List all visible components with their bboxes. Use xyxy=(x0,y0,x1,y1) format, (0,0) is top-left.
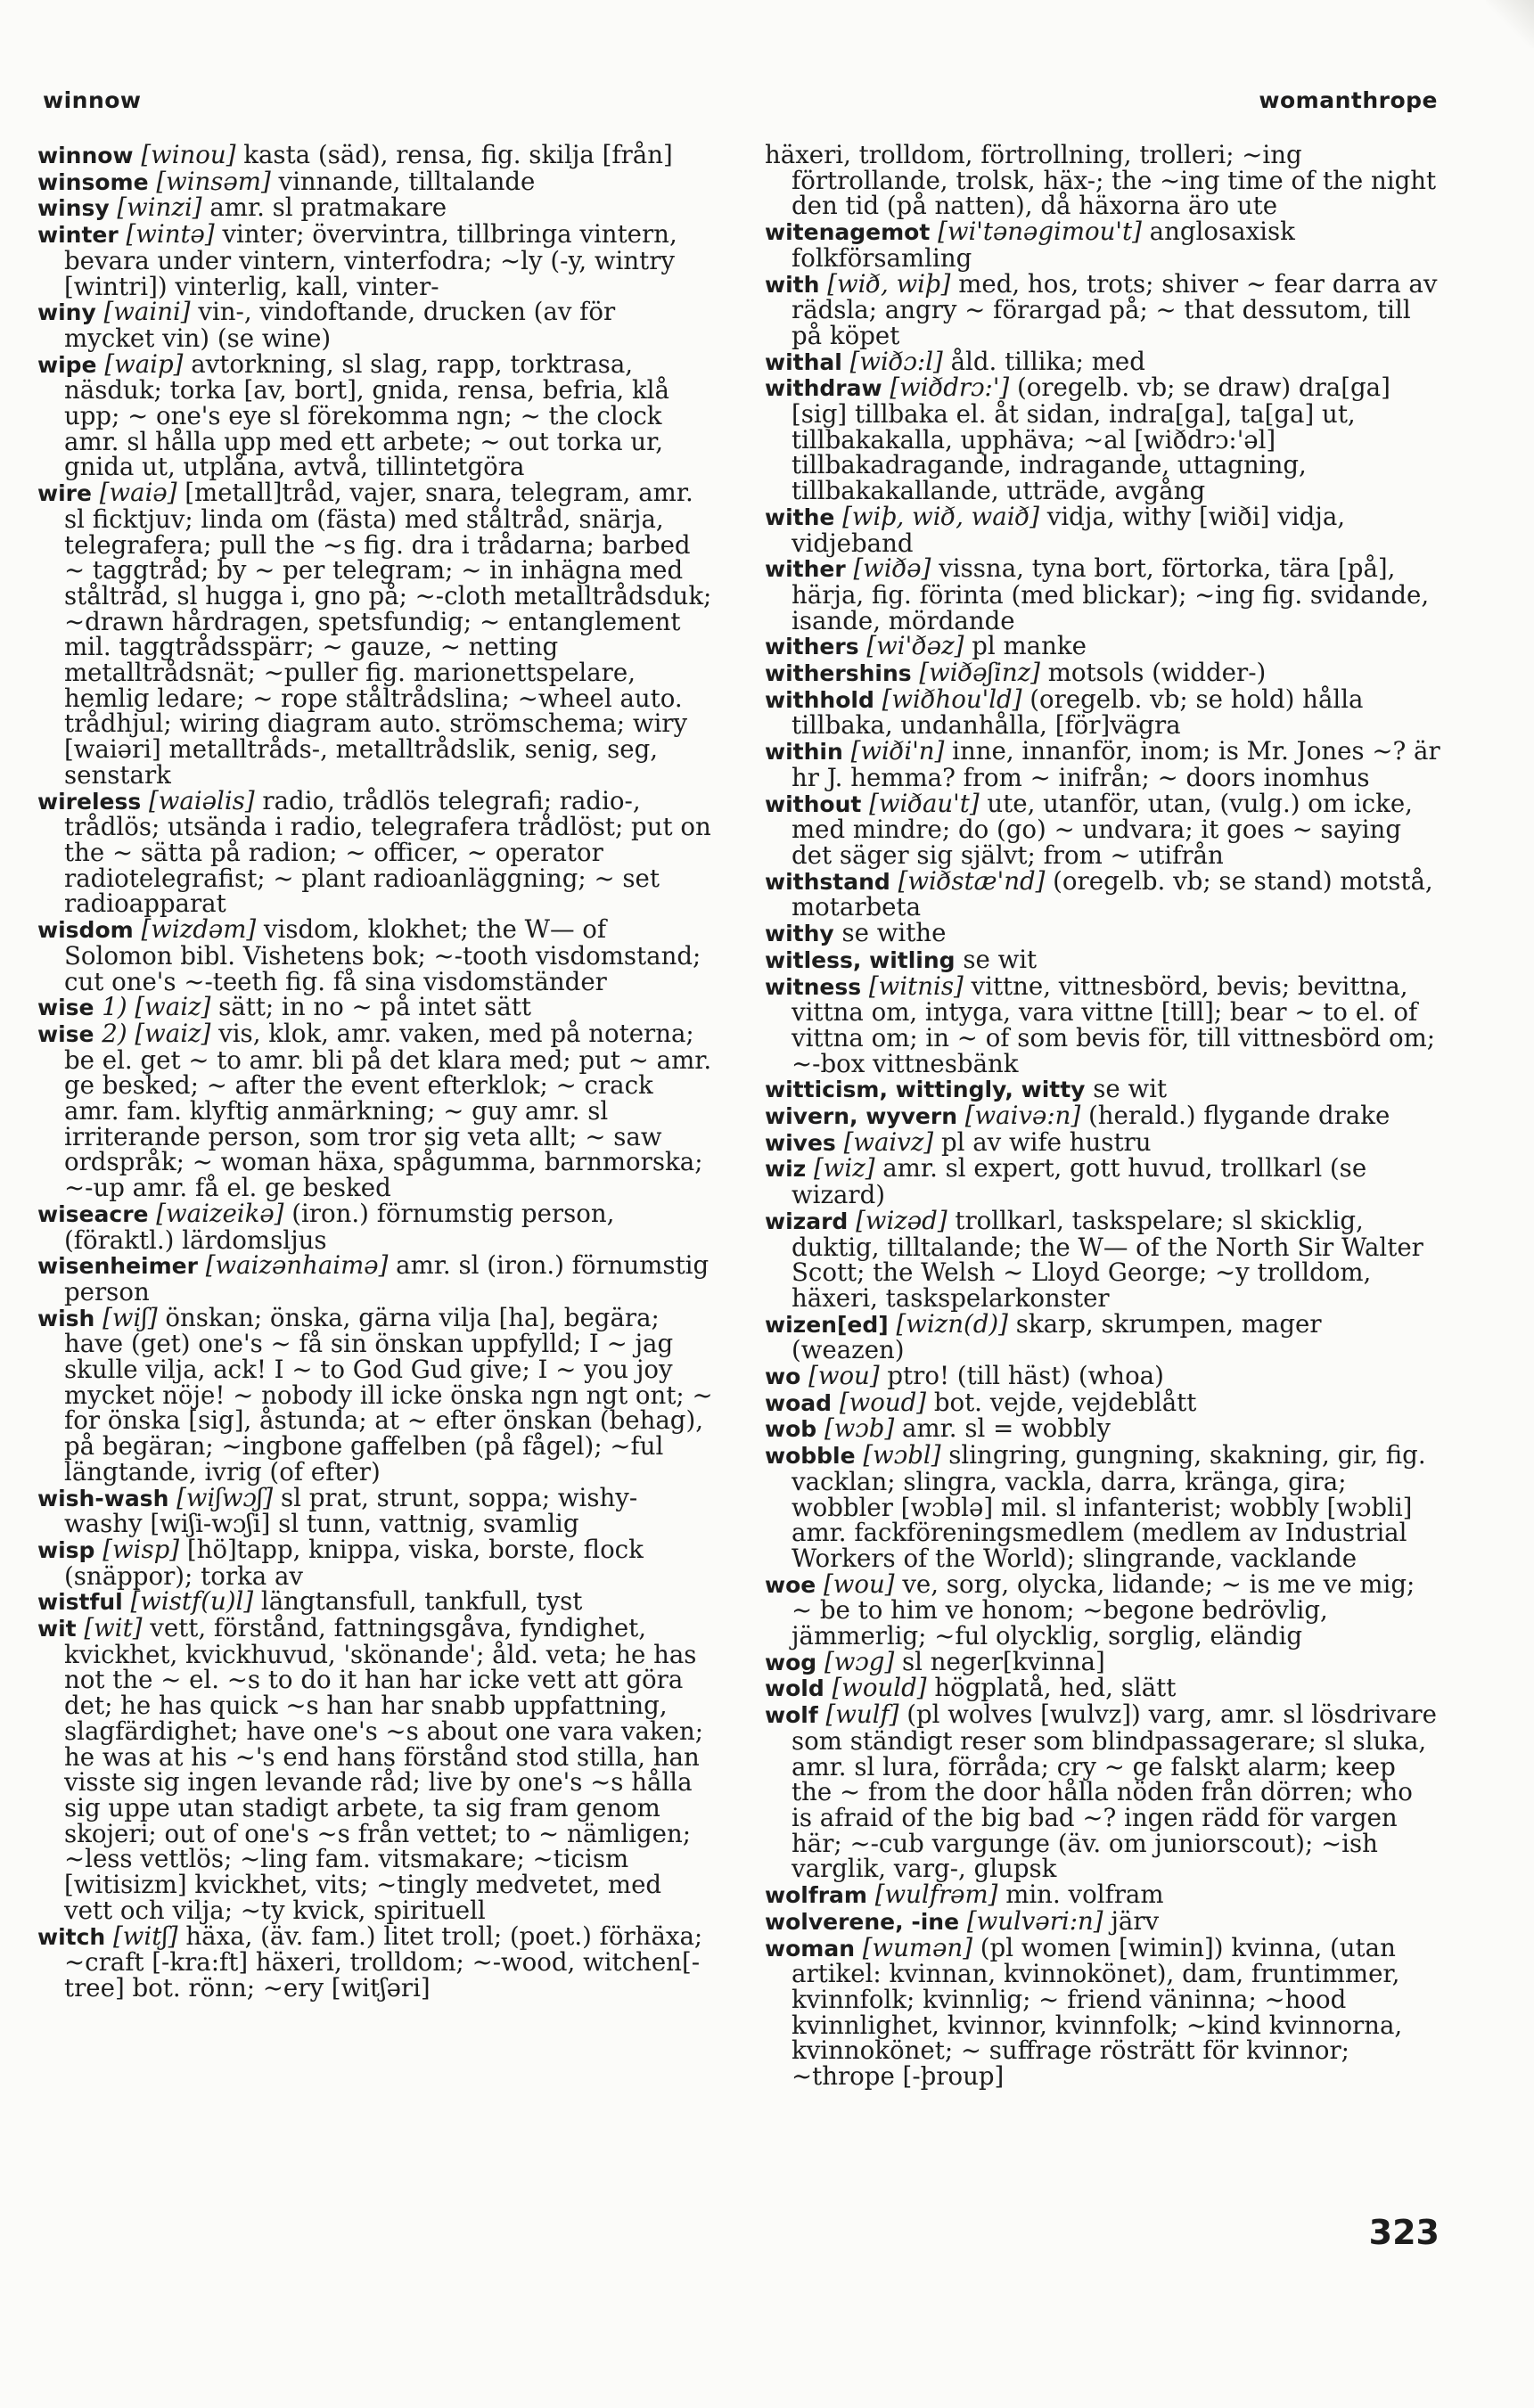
entry-headword: wolverene, -ine xyxy=(765,1908,960,1935)
entry-pronunciation: [wið, wiþ] xyxy=(827,268,951,299)
entry-definition: pl av wife hustru xyxy=(940,1126,1152,1157)
dictionary-entry xyxy=(765,219,1440,271)
entry-headword: winy xyxy=(37,299,96,326)
dictionary-entry xyxy=(765,1440,1440,1573)
dictionary-entry xyxy=(765,1905,1440,1936)
entry-headword: witenagemot xyxy=(765,219,931,246)
entry-headword: withdraw xyxy=(765,375,882,402)
entry-headword: wives xyxy=(765,1129,836,1156)
entry-pronunciation: [wiʃwɔʃ] xyxy=(176,1482,274,1512)
entry-headword: wold xyxy=(765,1675,824,1702)
entry-pronunciation: [wiþ, wið, waið] xyxy=(842,501,1039,531)
entry-definition: pl manke xyxy=(972,631,1087,661)
entry-headword: wipe xyxy=(37,351,97,378)
entry-pronunciation: [wizdəm] xyxy=(141,914,257,945)
dictionary-entry xyxy=(765,346,1440,376)
entry-pronunciation: [witʃ] xyxy=(113,1921,178,1951)
entry-definition: anglosaxisk folkförsamling xyxy=(792,217,1295,273)
entry-pronunciation: [woud] xyxy=(839,1387,927,1417)
dictionary-entry xyxy=(765,684,1440,741)
entry-headword: withal xyxy=(765,348,842,375)
entry-pronunciation: [wit] xyxy=(84,1613,143,1643)
dictionary-entry xyxy=(37,192,713,223)
entry-definition: vis, klok, amr. vaken, med på noterna; be el. get ~ to amr. bli på det klara med; put ~ amr. ge besked; ~ after the event efterklok; ~ crack amr. fam. klyftig anmärkning; ~ guy amr. sl irriterande person, som tror sig veta allt; ~ saw ordspråk; ~ woman häxa, spågumma, barnmorska; ~-up amr. få el. ge besked xyxy=(64,1018,712,1203)
entry-headword: wivern, wyvern xyxy=(765,1103,958,1130)
entry-pronunciation: [waiə] xyxy=(99,478,177,508)
entry-pronunciation: [would] xyxy=(832,1673,927,1703)
entry-definition: radio, trådlös telegrafi; radio-, trådlös; utsända i radio, telegrafera trådlöst; put on the ~ sätta på radion; ~ officer, ~ operator radiotelegrafist; ~ plant radioanläggning; ~ set radioapparat xyxy=(64,785,711,919)
entry-headword: withy xyxy=(765,921,834,947)
entry-headword: wisp xyxy=(37,1536,95,1563)
entry-definition: amr. sl expert, gott huvud, trollkarl (se wizard) xyxy=(792,1153,1367,1210)
dictionary-entry xyxy=(37,219,713,301)
entry-pronunciation: [wintə] xyxy=(126,219,215,250)
entry-headword: woe xyxy=(765,1571,816,1598)
entry-definition: visdom, klokhet; the W— of Solomon bibl. Vishetens bok; ~-tooth visdomstand; cut one's ~-teeth fig. få sina visdomständer xyxy=(64,914,701,996)
dictionary-entry xyxy=(765,501,1440,558)
dictionary-entry xyxy=(765,140,1440,221)
entry-definition: vissna, tyna bort, förtorka, tära [på], härja, fig. förinta (med blickar); ~ing fig. svidande, isande, mördande xyxy=(792,553,1430,635)
entry-definition: sätt; in no ~ på intet sätt xyxy=(218,992,531,1022)
entry-pronunciation: [wisp] xyxy=(103,1534,180,1564)
dictionary-entry xyxy=(765,375,1440,504)
dictionary-entry xyxy=(765,1361,1440,1391)
entry-headword: wiseacre xyxy=(37,1200,149,1227)
entry-pronunciation: [wiði'n] xyxy=(850,736,945,766)
entry-headword: with xyxy=(765,271,820,298)
dictionary-entry xyxy=(765,1103,1440,1130)
entry-pronunciation: [wiðau't] xyxy=(869,788,980,818)
entry-headword: wolfram xyxy=(765,1882,867,1909)
entry-pronunciation: [waivə:n] xyxy=(964,1101,1081,1131)
entry-definition: kasta (säd), rensa, fig. skilja [från] xyxy=(243,140,673,169)
dictionary-entry xyxy=(37,785,713,919)
entry-pronunciation: [winzi] xyxy=(117,192,202,223)
entry-definition: amr. sl = wobbly xyxy=(902,1413,1111,1444)
left-column xyxy=(37,140,713,2003)
entry-definition: häxa, (äv. fam.) litet troll; (poet.) förhäxa; ~craft [-kra:ft] häxeri, trolldom; ~-wood, witchen[-tree] bot. rönn; ~ery [witʃəri] xyxy=(64,1921,703,2003)
entry-definition: ve, sorg, olycka, lidande; ~ is me ve mig; ~ be to him ve honom; ~begone bedrövlig, jämmerlig; ~ful olycklig, sorglig, eländig xyxy=(792,1568,1415,1651)
entry-headword: wobble xyxy=(765,1443,856,1470)
entry-definition: avtorkning, sl slag, rapp, torktrasa, näsduk; torka [av, bort], gnida, rensa, befria, klå upp; ~ one's eye sl förekomma ngn; ~ the clock amr. sl hålla upp med ett arbete; ~ out torka ur, gnida ut, utplåna, avtvå, tillintetgöra xyxy=(64,348,669,482)
running-head-right: womanthrope xyxy=(1259,87,1438,113)
dictionary-entry xyxy=(37,140,713,169)
dictionary-entry xyxy=(765,1675,1440,1702)
entry-headword: woad xyxy=(765,1389,833,1416)
entry-definition: vittne, vittnesbörd, bevis; bevittna, vittna om, intyga, vara vittne [till]; bear ~ to el. of vittna om; in ~ of som bevis för, till vittnesbörd om; ~-box vittnesbänk xyxy=(792,971,1436,1078)
entry-pronunciation: [waini] xyxy=(103,297,191,327)
entry-definition: (herald.) flygande drake xyxy=(1088,1101,1390,1131)
entry-definition: (oregelb. vb; se draw) dra[ga] [sig] tillbaka el. åt sidan, indra[ga], ta[ga] ut, tillbakakalla, upphäva; ~al [wiðdrɔ:'əl] tillbakadragande, indragande, uttagning, tillbakakallande, utträde, avgång xyxy=(792,373,1390,506)
dictionary-entry xyxy=(37,1302,713,1487)
entry-pronunciation: [wizn(d)] xyxy=(896,1308,1008,1339)
dictionary-entry xyxy=(765,1205,1440,1313)
entry-headword: wizard xyxy=(765,1208,849,1234)
dictionary-entry xyxy=(37,299,713,351)
entry-pronunciation: [wiðdrɔ:'] xyxy=(890,373,1010,403)
entry-definition: [metall]tråd, vajer, snara, telegram, amr. sl ficktjuv; linda om (fästa) med ståltråd, snärja, telegrafera; pull the ~s fig. dra i trådarna; barbed ~ taggtråd; by ~ per telegram; ~ in inhägna med ståltråd, sl hugga i, gno på; ~-cloth metalltrådsduk; ~drawn hårdragen, spetsfundig; ~ entanglement mil. taggtrådsspärr; ~ gauze, ~ netting metalltrådsnät; ~puller fig. marionettspelare, hemlig ledare; ~ rope ståltrådslina; ~wheel auto. trådhjul; wiring diagram auto. strömschema; wiry [waiəri] metalltråds-, metalltrådslik, senig, seg, senstark xyxy=(64,478,712,790)
dictionary-entry xyxy=(37,348,713,482)
entry-pronunciation: [waizeikə] xyxy=(156,1198,284,1228)
entry-pronunciation: [winou] xyxy=(141,140,236,169)
entry-pronunciation: [wizəd] xyxy=(856,1205,947,1235)
entry-definition: (pl wolves [wulvz]) varg, amr. sl lösdrivare som ständigt reser som blindpassagerare; sl sluka, amr. sl lura, förråda; cry ~ ge falskt alarm; keep the ~ from the door hålla nöden från dörren; who is afraid of the big bad ~? ingen rädd för vargen här; ~-cub vargunge (äv. om juniorscout); ~ish varglik, varg-, glupsk xyxy=(792,1700,1437,1884)
entry-definition: se wit xyxy=(1093,1074,1168,1104)
entry-headword: witticism, wittingly, witty xyxy=(765,1077,1086,1103)
entry-definition: (oregelb. vb; se stand) motstå, motarbeta xyxy=(792,865,1433,922)
entry-pronunciation: [waip] xyxy=(104,348,184,379)
entry-definition: se withe xyxy=(841,918,947,948)
entry-headword: wistful xyxy=(37,1589,123,1616)
entry-pronunciation: [wou] xyxy=(824,1568,895,1599)
entry-definition: ptro! (till häst) (whoa) xyxy=(887,1361,1164,1391)
dictionary-entry xyxy=(765,1646,1440,1676)
dictionary-entry xyxy=(37,1613,713,1925)
dictionary-entry xyxy=(37,1250,713,1306)
dictionary-entry xyxy=(765,1153,1440,1210)
entry-pronunciation: [winsəm] xyxy=(156,166,271,196)
entry-headword: wish-wash xyxy=(37,1485,169,1511)
entry-pronunciation: [wistf(u)l] xyxy=(130,1586,254,1617)
entry-pronunciation: [wiðəʃinz] xyxy=(919,658,1040,688)
entry-headword: withe xyxy=(765,504,835,530)
entry-pronunciation: [wumən] xyxy=(862,1932,972,1962)
entry-headword: wizen[ed] xyxy=(765,1311,889,1338)
dictionary-entry xyxy=(765,1413,1440,1444)
entry-pronunciation: [wɔb] xyxy=(824,1413,895,1444)
entry-headword: winnow xyxy=(37,143,134,168)
dictionary-entry xyxy=(37,1586,713,1617)
entry-headword: withstand xyxy=(765,868,890,895)
page-number: 323 xyxy=(1368,2213,1440,2252)
entry-definition: bot. vejde, vejdeblått xyxy=(933,1387,1197,1417)
entry-definition: med, hos, trots; shiver ~ fear darra av rädsla; angry ~ förargad på; ~ that dessutom, till på köpet xyxy=(792,268,1438,350)
dictionary-entry xyxy=(765,1702,1440,1882)
entry-definition: ute, utanför, utan, (vulg.) om icke, med mindre; do (go) ~ undvara; it goes ~ saying det säger sig självt; from ~ utifrån xyxy=(792,788,1413,870)
entry-headword: wither xyxy=(765,556,846,583)
dictionary-entry xyxy=(765,1387,1440,1417)
dictionary-entry xyxy=(37,992,713,1022)
entry-definition: min. volfram xyxy=(1005,1880,1164,1910)
entry-headword: wish xyxy=(37,1305,95,1331)
entry-pronunciation: [wi'ðəz] xyxy=(866,631,964,661)
entry-headword: wise xyxy=(37,1020,94,1047)
entry-definition: sl prat, strunt, soppa; wishy-washy [wiʃi-wɔʃi] sl tunn, vattnig, svamlig xyxy=(64,1482,638,1539)
entry-pronunciation: [wulfrəm] xyxy=(874,1880,998,1910)
entry-headword: witness xyxy=(765,973,862,1000)
entry-pronunciation: [wɔg] xyxy=(824,1646,895,1676)
entry-pronunciation: [waiəlis] xyxy=(149,785,255,815)
dictionary-entry xyxy=(37,480,713,788)
dictionary-entry xyxy=(765,788,1440,870)
entry-headword: withhold xyxy=(765,686,874,713)
entry-headword: wo xyxy=(765,1364,801,1390)
entry-headword: wit xyxy=(37,1616,77,1642)
dictionary-entry xyxy=(765,1568,1440,1651)
entry-pronunciation: [wiðstæ'nd] xyxy=(898,865,1046,896)
entry-pronunciation: 1) [waiz] xyxy=(102,992,211,1022)
entry-headword: withershins xyxy=(765,660,912,687)
entry-definition: vett, förstånd, fattningsgåva, fyndighet, kvickhet, kvickhuvud, 'skönande'; åld. veta; he has not the ~ el. ~s to do it han har icke vett att göra det; he has quick ~s han har snabb uppfattning, slagfärdighet; have one's ~s about one vara vaken; he was at his ~'s end hans förstånd stod stilla, han visste sig ingen levande råd; live by one's ~s hålla sig uppe utan stadigt arbete, ta sig fram genom skojeri; out of one's ~s från vettet; to ~ nämligen; ~less vettlös; ~ling fam. vitsmakare; ~ticism [witisizm] kvickhet, vits; ~tingly medvetet, med vett och vilja; ~ty kvick, spirituell xyxy=(64,1613,704,1925)
entry-definition: sl neger[kvinna] xyxy=(902,1646,1105,1676)
entry-headword: winter xyxy=(37,222,119,249)
entry-definition: slingring, gungning, skakning, gir, fig. vacklan; slingra, vackla, darra, kränga, gira; wobbler [wɔblə] mil. sl infanterist; wobbly [wɔbli] amr. fackföreningsmedlem (medlem av Industrial Workers of the World); slingrande, vacklande xyxy=(792,1440,1426,1573)
dictionary-entry xyxy=(37,914,713,996)
dictionary-entry xyxy=(765,268,1440,350)
entry-definition: vinter; övervintra, tillbringa vintern, bevara under vintern, vinterfodra; ~ly (-y, wintry [wintri]) vinterlig, kall, vinter- xyxy=(64,219,677,301)
entry-headword: winsy xyxy=(37,195,110,222)
entry-headword: within xyxy=(765,739,843,766)
entry-definition: häxeri, trolldom, förtrollning, trolleri; ~ing förtrollande, trolsk, häx-; the ~ing time of the night den tid (på natten), då häxorna äro ute xyxy=(765,140,1437,221)
dictionary-entry xyxy=(765,1932,1440,2092)
dictionary-entry xyxy=(765,1126,1440,1157)
entry-definition: motsols (widder-) xyxy=(1047,658,1267,688)
dictionary-entry xyxy=(765,1882,1440,1909)
dictionary-entry xyxy=(765,944,1440,974)
entry-pronunciation: [wiʃ] xyxy=(103,1302,158,1332)
page-corner-curl xyxy=(1486,0,1534,48)
entry-headword: witless, witling xyxy=(765,946,956,973)
entry-definition: se wit xyxy=(963,944,1038,974)
dictionary-entry xyxy=(37,1198,713,1255)
entry-headword: wolf xyxy=(765,1702,818,1729)
dictionary-entry xyxy=(765,660,1440,687)
entry-definition: amr. sl (iron.) förnumstig person xyxy=(64,1250,710,1306)
entry-headword: wob xyxy=(765,1416,817,1443)
running-head-left: winnow xyxy=(43,87,142,113)
entry-pronunciation: [witnis] xyxy=(868,971,964,1001)
entry-pronunciation: [wulvəri:n] xyxy=(966,1905,1103,1936)
entry-headword: wireless xyxy=(37,788,142,815)
entry-headword: withers xyxy=(765,634,859,660)
dictionary-entry xyxy=(37,1534,713,1591)
entry-definition: längtansfull, tankfull, tyst xyxy=(260,1586,583,1617)
entry-definition: inne, innanför, inom; is Mr. Jones ~? är hr J. hemma? from ~ inifrån; ~ doors inomhus xyxy=(792,736,1440,792)
entry-definition: järv xyxy=(1111,1905,1160,1936)
entry-headword: wisenheimer xyxy=(37,1253,198,1280)
entry-definition: (oregelb. vb; se hold) hålla tillbaka, undanhålla, [för]vägra xyxy=(792,684,1364,741)
entry-headword: witch xyxy=(37,1923,106,1950)
dictionary-entry xyxy=(37,166,713,196)
entry-definition: (pl women [wimin]) kvinna, (utan artikel: kvinnan, kvinnokönet), dam, fruntimmer, kvinnfolk; kvinnlig; ~ friend väninna; ~hood kvinnlighet, kvinnor, kvinnfolk; ~kind kvinnorna, kvinnokönet; ~ suffrage rösträtt för kvinnor; ~thrope [-þroup] xyxy=(792,1932,1403,2092)
entry-definition: vidja, withy [wiði] vidja, vidjeband xyxy=(792,501,1346,558)
entry-pronunciation: [wiðhou'ld] xyxy=(882,684,1022,714)
dictionary-entry xyxy=(765,865,1440,922)
dictionary-entry xyxy=(765,971,1440,1078)
dictionary-entry xyxy=(765,553,1440,635)
dictionary-entry xyxy=(765,918,1440,948)
dictionary-entry xyxy=(37,1018,713,1203)
entry-definition: skarp, skrumpen, mager (weazen) xyxy=(792,1308,1322,1365)
entry-headword: wire xyxy=(37,480,92,507)
entry-definition: önskan; önska, gärna vilja [ha], begära; have (get) one's ~ få sin önskan uppfylld; I ~ jag skulle vilja, ack! I ~ to God Gud give; I ~ you joy mycket nöje! ~ nobody ill icke önska ngn ngt ont; ~ for önska [sig], åstunda; at ~ efter önskan (behag), på begäran; ~ingbone gaffelben (på fågel); ~ful längtande, ivrig (of efter) xyxy=(64,1302,713,1487)
dictionary-entry xyxy=(37,1921,713,2003)
entry-pronunciation: 2) [waiz] xyxy=(102,1018,211,1048)
entry-definition: amr. sl pratmakare xyxy=(209,192,447,223)
entry-definition: vin-, vindoftande, drucken (av för mycket vin) (se wine) xyxy=(64,297,616,353)
entry-headword: wisdom xyxy=(37,917,134,944)
entry-pronunciation: [wulf] xyxy=(825,1700,899,1730)
entry-definition: vinnande, tilltalande xyxy=(278,166,536,196)
entry-definition: [hö]tapp, knippa, viska, borste, flock (snäppor); torka av xyxy=(64,1534,644,1591)
entry-headword: without xyxy=(765,790,862,817)
entry-pronunciation: [wiðə] xyxy=(853,553,931,584)
entry-pronunciation: [wi'tənəgimou't] xyxy=(938,217,1142,247)
entry-pronunciation: [waizənhaimə] xyxy=(205,1250,389,1281)
entry-headword: wog xyxy=(765,1649,817,1675)
entry-definition: högplatå, hed, slätt xyxy=(934,1673,1177,1703)
entry-pronunciation: [wɔbl] xyxy=(863,1440,941,1470)
entry-headword: woman xyxy=(765,1935,855,1962)
dictionary-entry xyxy=(765,736,1440,792)
right-column xyxy=(765,140,1440,2092)
entry-definition: (iron.) förnumstig person, (föraktl.) lärdomsljus xyxy=(64,1198,615,1255)
dictionary-entry xyxy=(765,1074,1440,1104)
entry-pronunciation: [waivz] xyxy=(843,1126,934,1157)
entry-headword: wiz xyxy=(765,1156,807,1183)
dictionary-entry xyxy=(765,631,1440,661)
dictionary-entry xyxy=(765,1308,1440,1365)
entry-headword: wise xyxy=(37,995,94,1021)
dictionary-entry xyxy=(37,1482,713,1539)
entry-definition: åld. tillika; med xyxy=(950,346,1145,376)
entry-definition: trollkarl, taskspelare; sl skicklig, duktig, tilltalande; the W— of the North Sir Walter Scott; the Welsh ~ Lloyd George; ~y trolldom, häxeri, taskspelarkonster xyxy=(792,1205,1423,1313)
entry-pronunciation: [wou] xyxy=(808,1361,880,1391)
entry-pronunciation: [wiz] xyxy=(814,1153,875,1184)
entry-headword: winsome xyxy=(37,168,149,195)
entry-pronunciation: [wiðɔ:l] xyxy=(849,346,943,376)
